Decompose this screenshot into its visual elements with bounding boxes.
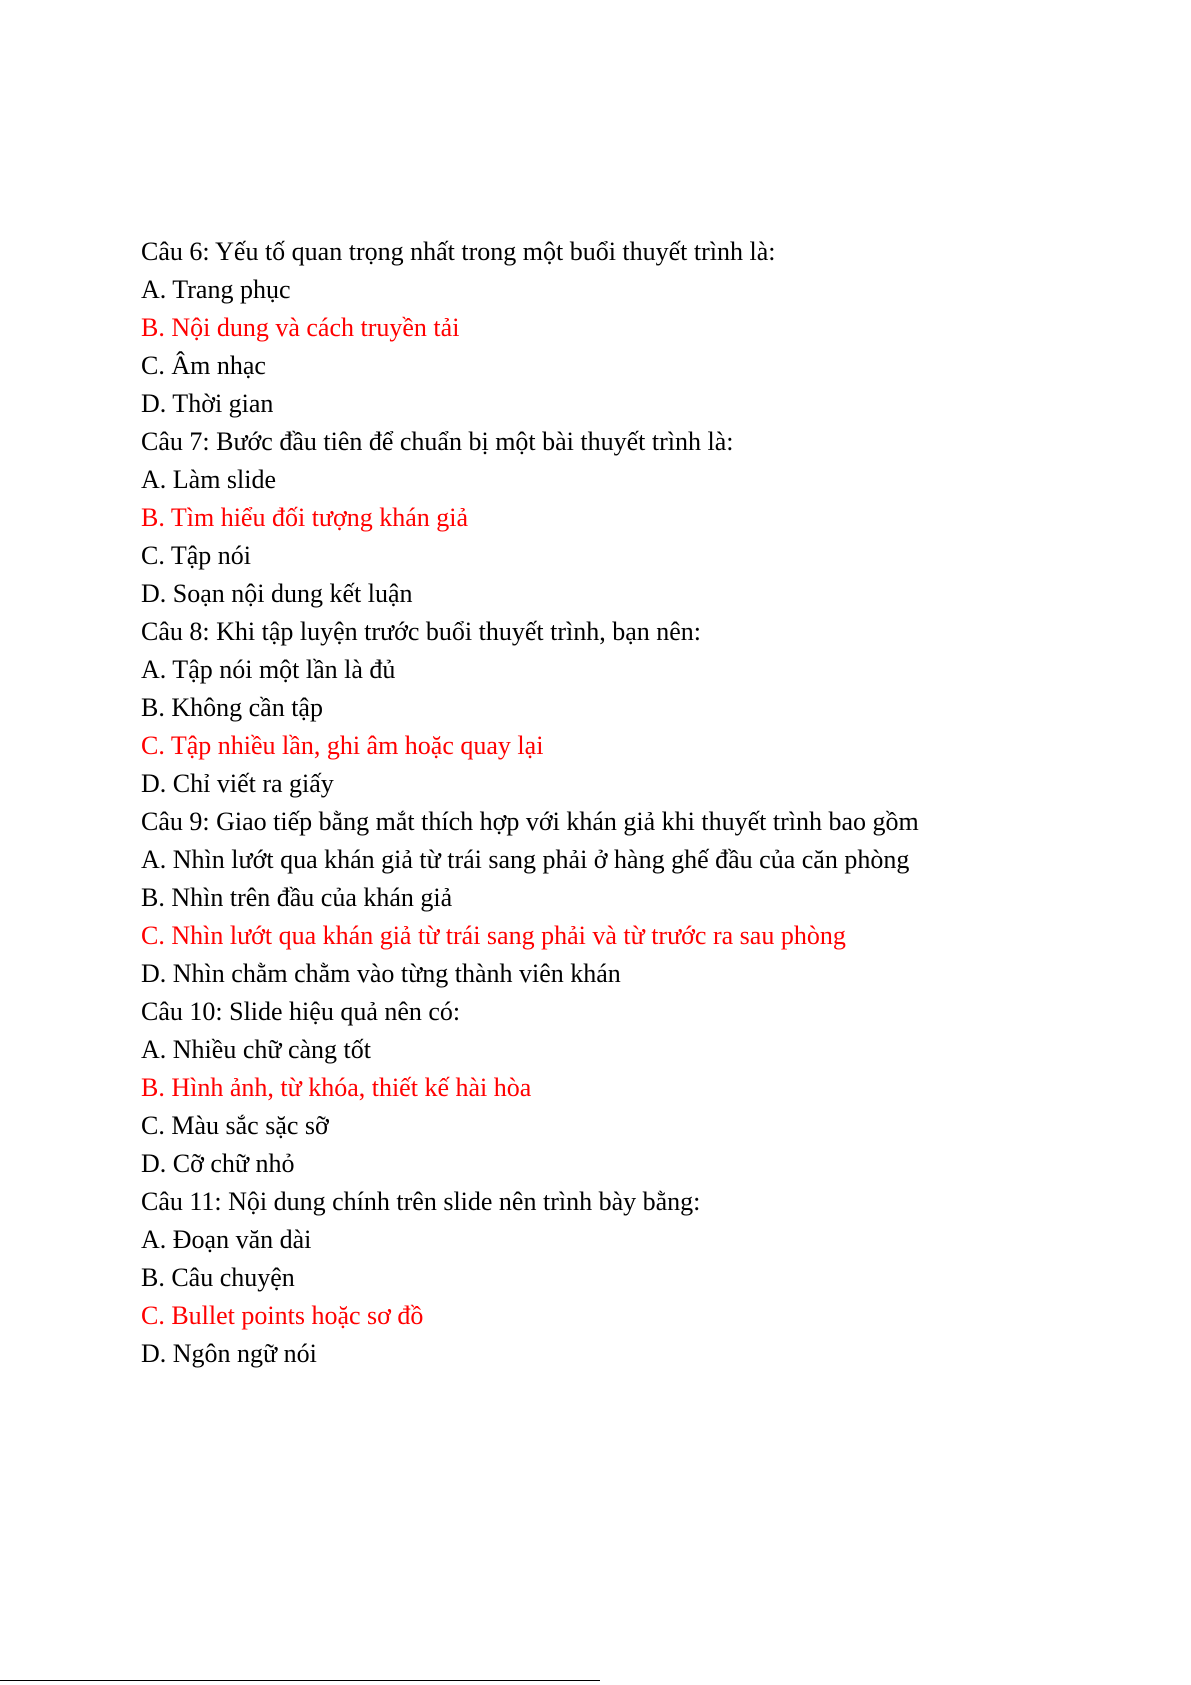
- question-text: Câu 11: Nội dung chính trên slide nên trình bày bằng:: [141, 1187, 701, 1216]
- answer-option: A. Làm slide: [141, 465, 277, 494]
- answer-option: A. Nhiều chữ càng tốt: [141, 1035, 371, 1064]
- answer-option: D. Chỉ viết ra giấy: [141, 769, 334, 798]
- question-block: [141, 993, 1141, 1183]
- correct-answer-option: C. Nhìn lướt qua khán giả từ trái sang phải và từ trước ra sau phòng: [141, 921, 846, 950]
- question-text: Câu 7: Bước đầu tiên để chuẩn bị một bài thuyết trình là:: [141, 427, 734, 456]
- correct-answer-option: B. Nội dung và cách truyền tải: [141, 313, 460, 342]
- answer-option: B. Nhìn trên đầu của khán giả: [141, 883, 453, 912]
- question-block: [141, 803, 1141, 993]
- correct-answer-option: B. Hình ảnh, từ khóa, thiết kế hài hòa: [141, 1073, 532, 1102]
- question-text: Câu 9: Giao tiếp bằng mắt thích hợp với khán giả khi thuyết trình bao gồm: [141, 807, 919, 836]
- answer-option: B. Câu chuyện: [141, 1263, 295, 1292]
- answer-option: D. Soạn nội dung kết luận: [141, 579, 413, 608]
- question-text: Câu 8: Khi tập luyện trước buổi thuyết trình, bạn nên:: [141, 617, 702, 646]
- quiz-content: [141, 233, 1141, 1373]
- correct-answer-option: C. Bullet points hoặc sơ đồ: [141, 1301, 424, 1330]
- answer-option: D. Thời gian: [141, 389, 274, 418]
- footer-divider: [0, 1680, 600, 1681]
- correct-answer-option: B. Tìm hiểu đối tượng khán giả: [141, 503, 469, 532]
- answer-option: A. Nhìn lướt qua khán giả từ trái sang phải ở hàng ghế đầu của căn phòng: [141, 845, 910, 874]
- question-block: [141, 423, 1141, 613]
- answer-option: C. Màu sắc sặc sỡ: [141, 1111, 329, 1140]
- answer-option: C. Tập nói: [141, 541, 252, 570]
- answer-option: A. Tập nói một lần là đủ: [141, 655, 396, 684]
- question-block: [141, 613, 1141, 803]
- answer-option: D. Nhìn chằm chằm vào từng thành viên khán: [141, 959, 621, 988]
- question-block: [141, 1183, 1141, 1373]
- answer-option: A. Đoạn văn dài: [141, 1225, 312, 1254]
- correct-answer-option: C. Tập nhiều lần, ghi âm hoặc quay lại: [141, 731, 544, 760]
- question-block: [141, 233, 1141, 423]
- question-text: Câu 10: Slide hiệu quả nên có:: [141, 997, 461, 1026]
- answer-option: A. Trang phục: [141, 275, 291, 304]
- answer-option: B. Không cần tập: [141, 693, 323, 722]
- answer-option: D. Ngôn ngữ nói: [141, 1339, 317, 1368]
- answer-option: D. Cỡ chữ nhỏ: [141, 1149, 295, 1178]
- answer-option: C. Âm nhạc: [141, 351, 266, 380]
- question-text: Câu 6: Yếu tố quan trọng nhất trong một buổi thuyết trình là:: [141, 237, 776, 266]
